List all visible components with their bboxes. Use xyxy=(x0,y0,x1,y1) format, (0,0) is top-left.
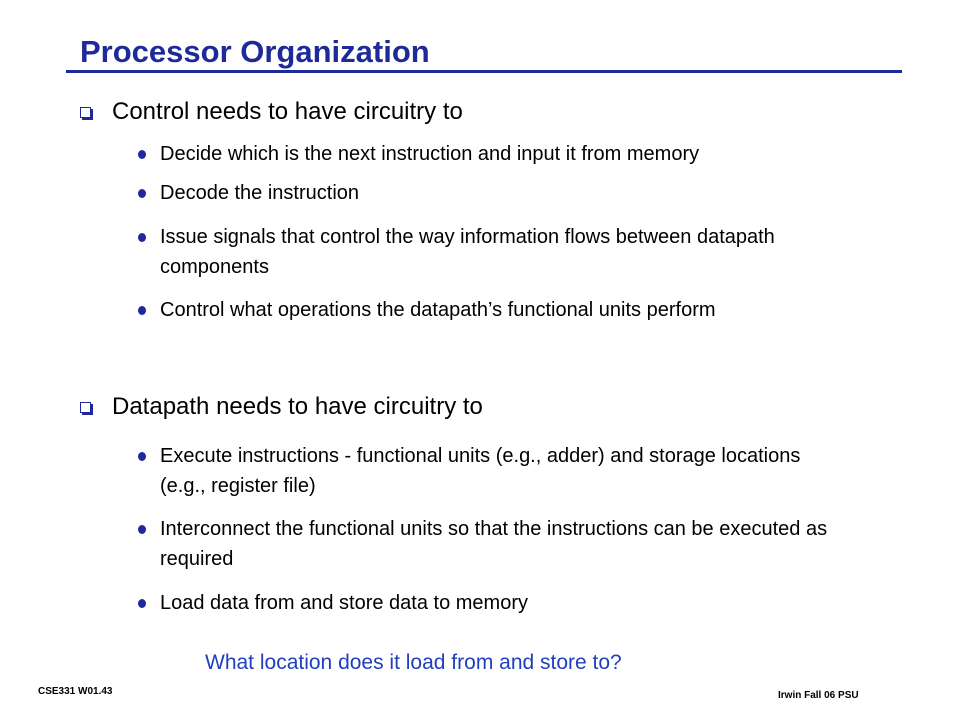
control-heading xyxy=(80,95,463,129)
question-text: What location does it load from and store to? xyxy=(205,651,622,674)
round-bullet-icon xyxy=(138,525,146,534)
list-item xyxy=(138,222,878,282)
title-underline xyxy=(66,70,902,73)
round-bullet-icon xyxy=(138,150,146,159)
list-item xyxy=(138,514,878,574)
control-heading-text: Control needs to have circuitry to xyxy=(112,98,463,125)
list-item-text: Execute instructions - functional units (e.g., adder) and storage locations (e.g., register file) xyxy=(160,445,801,497)
footer-course-id: CSE331 W01.43 xyxy=(38,686,113,697)
list-item-text: Decode the instruction xyxy=(160,182,360,204)
round-bullet-icon xyxy=(138,306,146,315)
square-bullet-icon xyxy=(80,402,107,413)
round-bullet-icon xyxy=(138,189,146,198)
round-bullet-icon xyxy=(138,599,146,608)
square-bullet-icon xyxy=(80,107,107,118)
list-item-text: Issue signals that control the way information flows between datapath components xyxy=(160,226,775,278)
slide-title: Processor Organization xyxy=(80,34,430,69)
list-item xyxy=(138,178,898,208)
list-item-text: Interconnect the functional units so that the instructions can be executed as required xyxy=(160,518,828,570)
round-bullet-icon xyxy=(138,452,146,461)
list-item-text: Control what operations the datapath’s functional units perform xyxy=(160,299,716,321)
list-item xyxy=(138,441,818,501)
list-item xyxy=(138,588,898,618)
datapath-heading-text: Datapath needs to have circuitry to xyxy=(112,393,483,420)
list-item-text: Decide which is the next instruction and input it from memory xyxy=(160,143,700,165)
datapath-heading xyxy=(80,390,483,424)
footer-author: Irwin Fall 06 PSU xyxy=(778,690,859,701)
round-bullet-icon xyxy=(138,233,146,242)
list-item xyxy=(138,295,828,325)
list-item-text: Load data from and store data to memory xyxy=(160,592,528,614)
list-item xyxy=(138,139,898,169)
